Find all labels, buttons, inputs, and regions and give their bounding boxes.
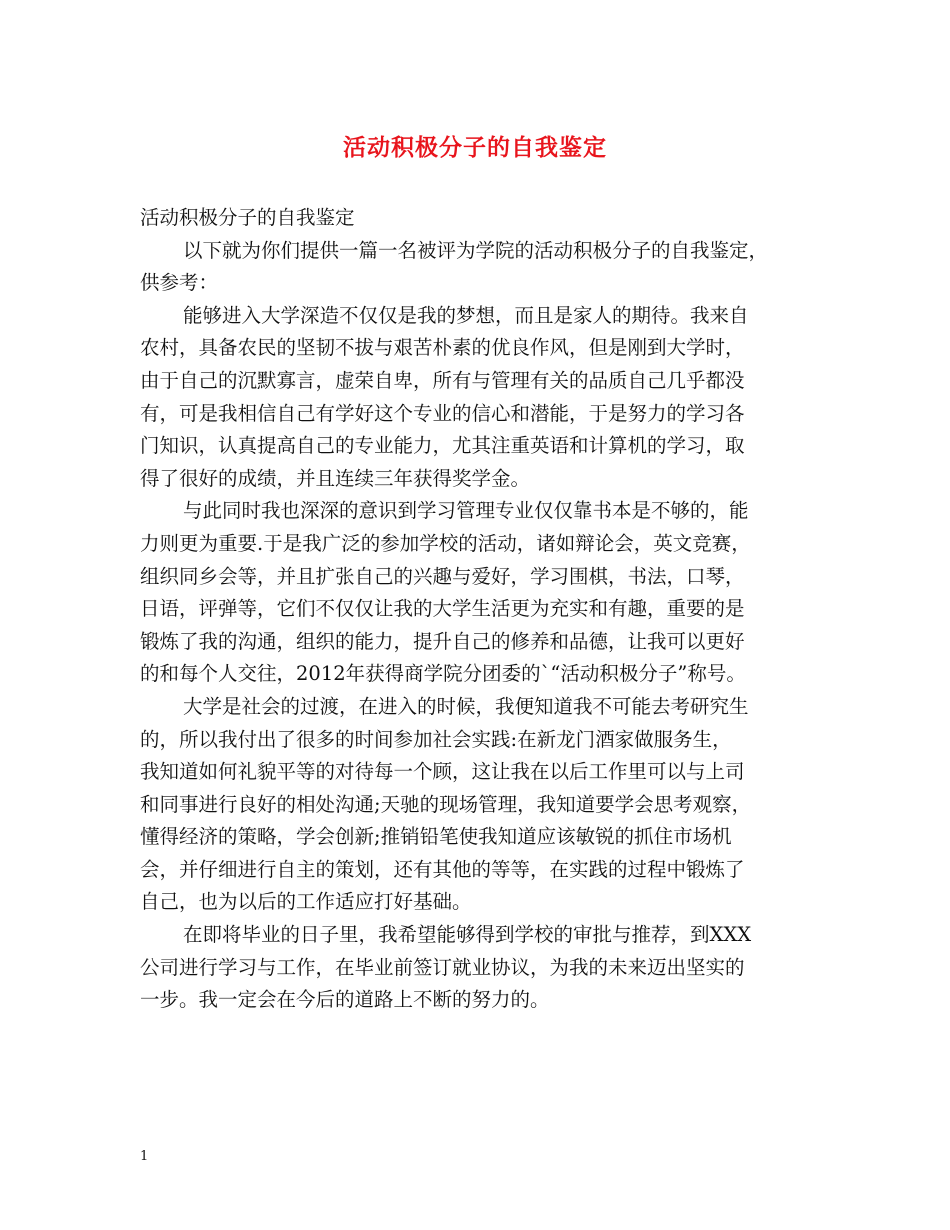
paragraph-line: 大学是社会的过渡，在进入的时候，我便知道我不可能去考研究生 <box>183 694 749 718</box>
paragraph-line: 懂得经济的策略，学会创新;推销铅笔使我知道应该敏锐的抓住市场机 <box>140 825 732 849</box>
paragraph-line: 力则更为重要.于是我广泛的参加学校的活动，诸如辩论会，英文竞赛， <box>140 531 751 555</box>
document-body <box>140 202 815 1017</box>
paragraph-line: 会，并仔细进行自主的策划，还有其他的等等，在实践的过程中锻炼了 <box>140 857 745 881</box>
paragraph-line: 日语，评弹等，它们不仅仅让我的大学生活更为充实和有趣，重要的是 <box>140 597 745 621</box>
paragraph-line: 一步。我一定会在今后的道路上不断的努力的。 <box>140 988 550 1012</box>
paragraph-line: 的和每个人交往，2012年获得商学院分团委的`“活动积极分子”称号。 <box>140 662 746 686</box>
paragraph-line: 自己，也为以后的工作适应打好基础。 <box>140 890 472 914</box>
paragraph-line: 门知识，认真提高自己的专业能力，尤其注重英语和计算机的学习，取 <box>140 434 745 458</box>
paragraph-line: 组织同乡会等，并且扩张自己的兴趣与爱好，学习围棋，书法，口琴， <box>140 564 745 588</box>
body-heading: 活动积极分子的自我鉴定 <box>140 206 355 229</box>
paragraph-line: 在即将毕业的日子里，我希望能够得到学校的审批与推荐，到XXX <box>183 923 752 947</box>
paragraph-line: 公司进行学习与工作，在毕业前签订就业协议，为我的未来迈出坚实的 <box>140 955 745 979</box>
paragraph-line: 供参考： <box>140 271 219 295</box>
paragraph-line: 有，可是我相信自己有学好这个专业的信心和潜能，于是努力的学习各 <box>140 401 745 425</box>
paragraph-line: 得了很好的成绩，并且连续三年获得奖学金。 <box>140 466 531 490</box>
paragraph-line: 以下就为你们提供一篇一名被评为学院的活动积极分子的自我鉴定， <box>183 238 769 262</box>
paragraph-line: 能够进入大学深造不仅仅是我的梦想，而且是家人的期待。我来自 <box>183 303 749 327</box>
paragraph-line: 农村，具备农民的坚韧不拔与艰苦朴素的优良作风，但是刚到大学时， <box>140 336 745 360</box>
page-number: 1 <box>140 1149 149 1164</box>
paragraph-line: 和同事进行良好的相处沟通;天驰的现场管理，我知道要学会思考观察， <box>140 792 752 816</box>
paragraph-line: 的，所以我付出了很多的时间参加社会实践:在新龙门酒家做服务生， <box>140 727 732 751</box>
document-title: 活动积极分子的自我鉴定 <box>343 134 607 161</box>
paragraph-line: 与此同时我也深深的意识到学习管理专业仅仅靠书本是不够的，能 <box>183 499 749 523</box>
paragraph-line: 我知道如何礼貌平等的对待每一个顾，这让我在以后工作里可以与上司 <box>140 760 745 784</box>
paragraph-line: 由于自己的沉默寡言，虚荣自卑，所有与管理有关的品质自己几乎都没 <box>140 368 745 392</box>
paragraph-line: 锻炼了我的沟通，组织的能力，提升自己的修养和品德，让我可以更好 <box>140 629 745 653</box>
